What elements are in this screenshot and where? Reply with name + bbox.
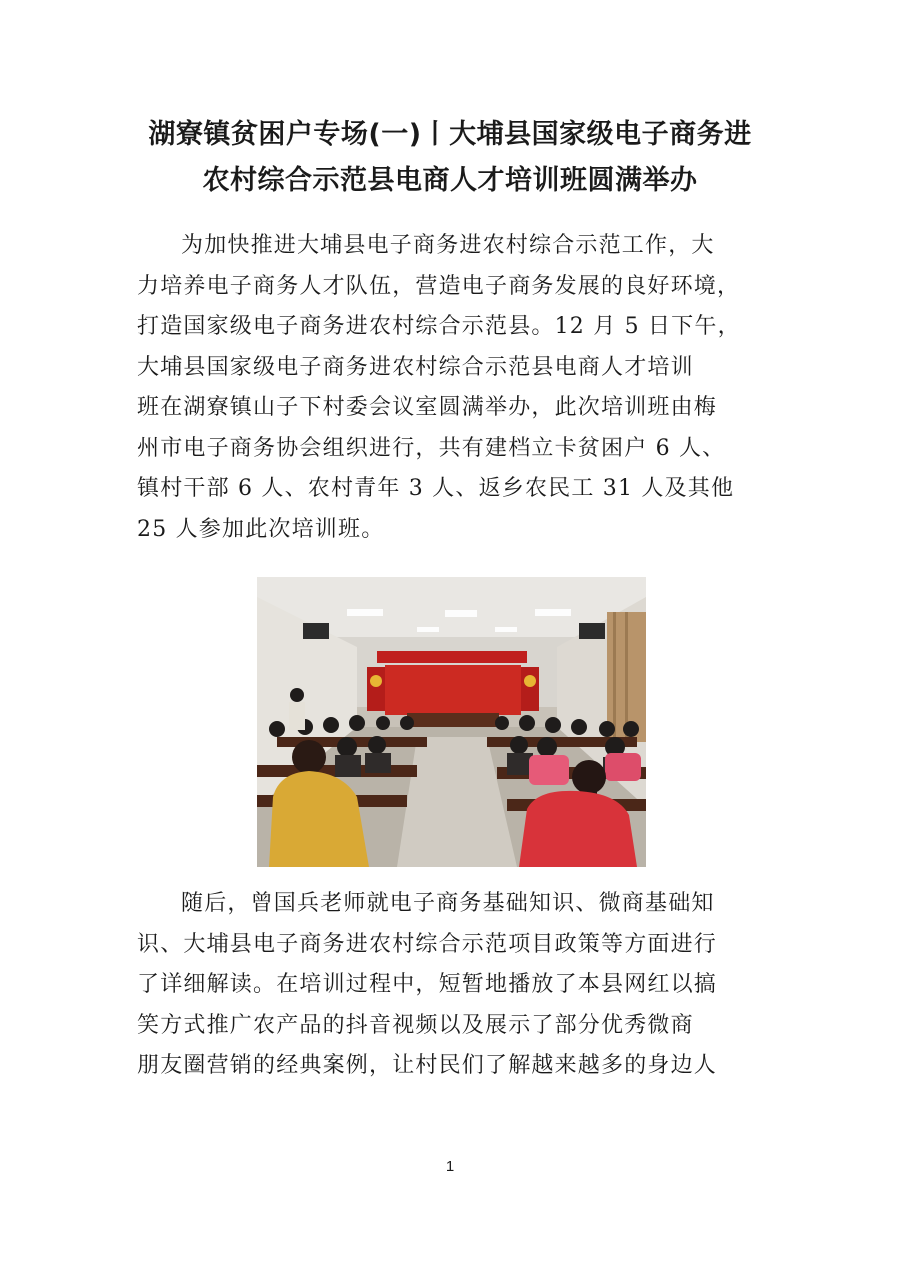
paragraph-intro [137, 226, 767, 550]
paragraph-line: 大埔县国家级电子商务进农村综合示范县电商人才培训 [137, 354, 694, 380]
paragraph-details [137, 884, 767, 1087]
paragraph-line: 镇村干部 6 人、农村青年 3 人、返乡农民工 31 人及其他 [137, 476, 735, 501]
paragraph-line: 随后，曾国兵老师就电子商务基础知识、微商基础知 [181, 891, 715, 916]
paragraph-line: 为加快推进大埔县电子商务进农村综合示范工作，大 [181, 233, 715, 258]
training-session-photo [257, 577, 646, 867]
paragraph-line: 州市电子商务协会组织进行，共有建档立卡贫困户 6 人、 [137, 435, 726, 461]
paragraph-line: 识、大埔县电子商务进农村综合示范项目政策等方面进行 [137, 931, 718, 957]
document-title [130, 112, 770, 204]
title-line: 农村综合示范县电商人才培训班圆满举办 [202, 165, 698, 196]
page-number: 1 [445, 1158, 455, 1175]
paragraph-line: 笑方式推广农产品的抖音视频以及展示了部分优秀微商 [137, 1012, 694, 1038]
paragraph-line: 了详细解读。在培训过程中，短暂地播放了本县网红以搞 [137, 972, 718, 997]
paragraph-line: 朋友圈营销的经典案例，让村民们了解越来越多的身边人 [137, 1053, 718, 1078]
banner [377, 651, 527, 663]
paragraph-line: 力培养电子商务人才队伍，营造电子商务发展的良好环境， [137, 273, 741, 299]
title-line: 湖寮镇贫困户专场(一)丨大埔县国家级电子商务进 [148, 119, 752, 150]
paragraph-line: 打造国家级电子商务进农村综合示范县。12 月 5 日下午， [137, 314, 741, 339]
paragraph-line: 班在湖寮镇山子下村委会议室圆满举办，此次培训班由梅 [137, 395, 718, 420]
paragraph-line: 25 人参加此次培训班。 [137, 516, 385, 542]
